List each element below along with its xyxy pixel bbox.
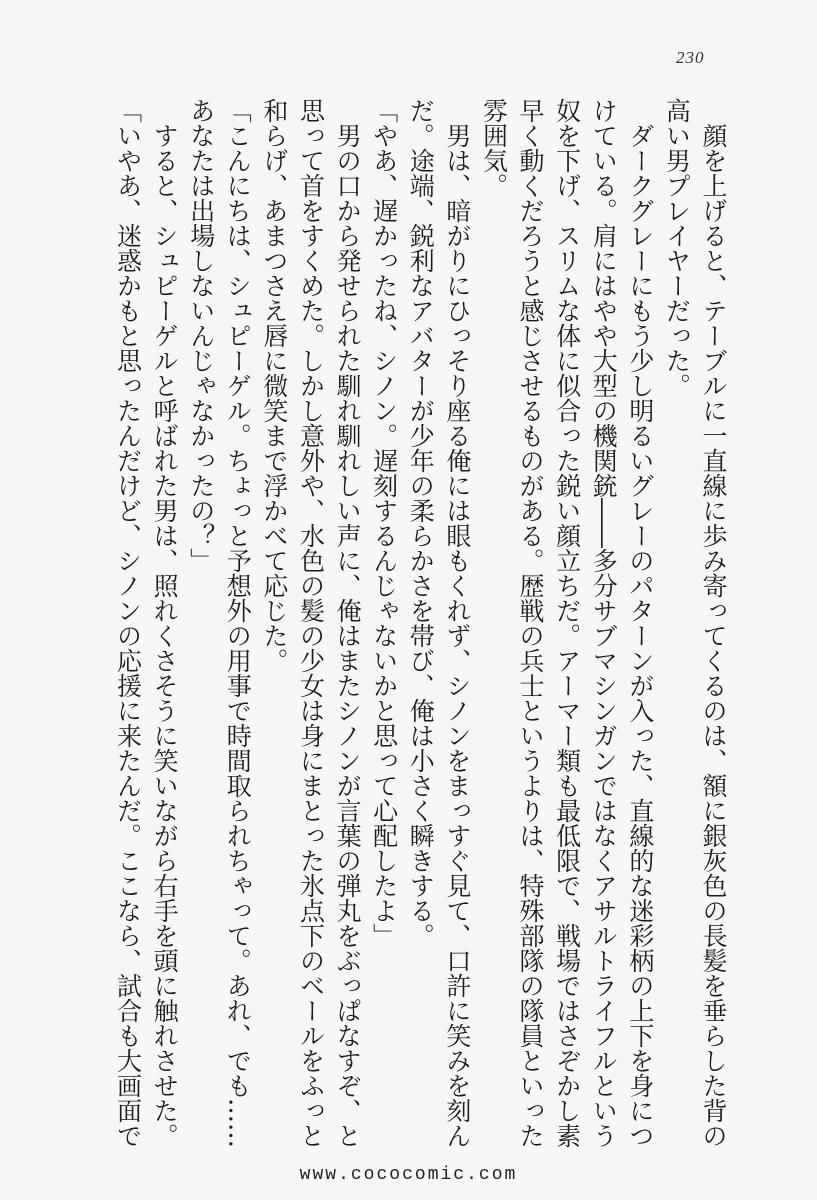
text-line: 高い男プレイヤーだった。 <box>662 98 692 398</box>
text-line: 雰囲気。 <box>479 98 509 198</box>
text-line: 早く動くだろうと感じさせるものがある。歴戦の兵士というよりは、特殊部隊の隊員といった <box>516 98 546 1148</box>
text-line: 「いやあ、迷惑かもと思ったんだけど、シノンの応援に来たんだ。ここなら、試合も大画面で <box>113 98 143 1148</box>
text-line: だ。途端、鋭利なアバターが少年の柔らかさを帯び、俺は小さく瞬きする。 <box>406 98 436 948</box>
text-line: 顔を上げると、テーブルに一直線に歩み寄ってくるのは、額に銀灰色の長髪を垂らした背の <box>699 123 728 1148</box>
site-watermark-url: www.cococomic.com <box>299 1165 518 1185</box>
text-line: 「やあ、遅かったね、シノン。遅刻するんじゃないかと思って心配したよ」 <box>369 98 399 948</box>
text-line: 男は、暗がりにひっそり座る俺には眼もくれず、シノンをまっすぐ見て、口許に笑みを刻ん <box>442 123 472 1148</box>
text-line: 男の口から発せられた馴れ馴れしい声に、俺はまたシノンが言葉の弾丸をぶっぱなすぞ、と <box>333 123 363 1148</box>
text-line: あなたは出場しないんじゃなかったの？」 <box>186 98 216 573</box>
text-line: 奴を下げ、スリムな体に似合った鋭い顔立ちだ。アーマー類も最低限で、戦場ではさぞかし素 <box>552 98 582 1148</box>
page-number: 230 <box>676 48 705 67</box>
text-line: 和らげ、あまつさえ唇に微笑まで浮かべて応じた。 <box>259 98 289 673</box>
text-line: 思って首をすくめた。しかし意外や、水色の髪の少女は身にまとった氷点下のベールをふっと <box>296 98 326 1148</box>
text-line: 「こんにちは、シュピーゲル。ちょっと予想外の用事で時間取られちゃって。あれ、でも…… <box>223 98 253 1148</box>
text-line: ダークグレーにもう少し明るいグレーのパターンが入った、直線的な迷彩柄の上下を身につ <box>625 123 655 1148</box>
novel-body-text <box>109 98 731 1148</box>
text-line: けている。肩にはやや大型の機関銃――多分サブマシンガンではなくアサルトライフルという <box>589 98 619 1148</box>
text-line: すると、シュピーゲルと呼ばれた男は、照れくさそうに笑いながら右手を頭に触れさせた。 <box>150 123 180 1148</box>
